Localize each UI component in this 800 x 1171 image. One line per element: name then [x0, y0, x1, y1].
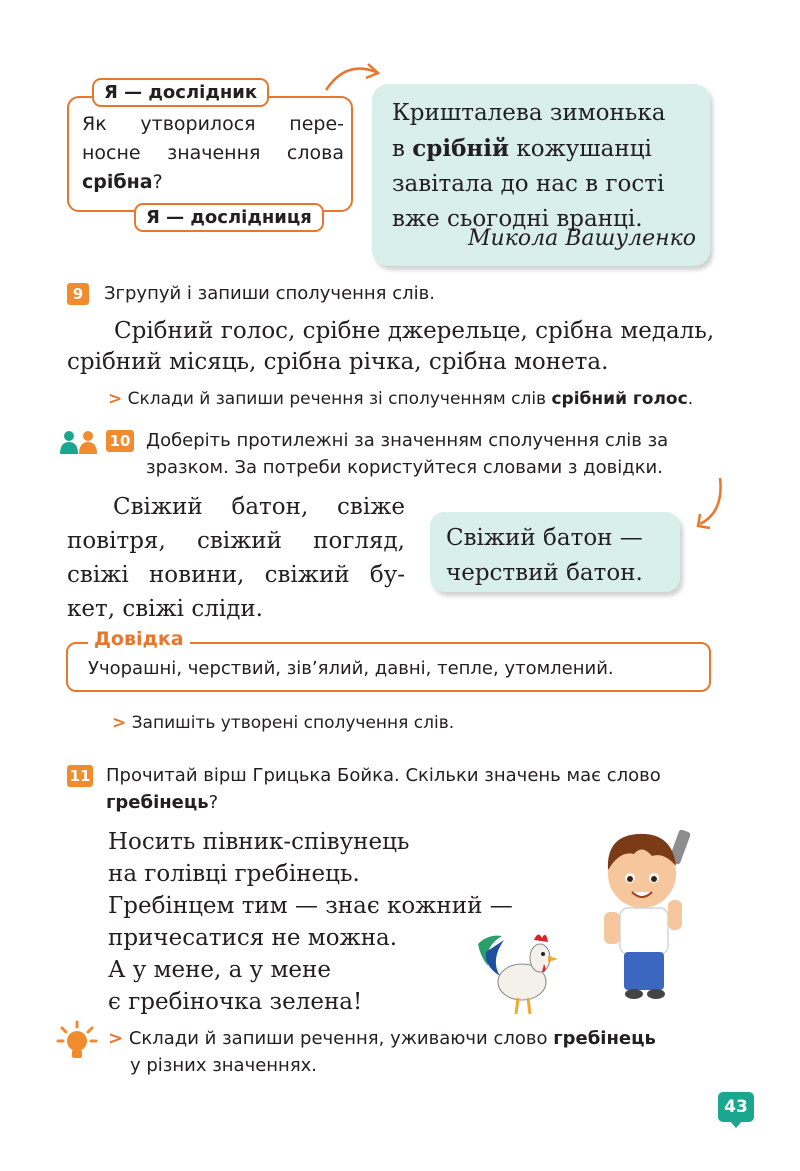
task-10-number: 10: [106, 430, 134, 452]
task-11-subtask: > Склади й запиши речення, уживаючи слово гребінець у різних значеннях.: [108, 1028, 656, 1076]
task-10-subtask: > Запишіть утворені сполучення слів.: [112, 713, 455, 733]
task-10-text: Свіжий батон, свіже повітря, свіжий погляд, свіжі новини, свіжий бу- кет, свіжі сліди.: [67, 494, 405, 622]
researcher-question: [82, 110, 344, 197]
quote-line1: Кришталева зимонька: [392, 100, 666, 126]
task-9-subtask: > Склади й запиши речення зі сполученням слів срібний голос.: [108, 389, 694, 409]
researcher-line3-end: ?: [152, 171, 163, 193]
poem-line: причесатися не можна.: [108, 925, 398, 951]
poem-line: є гребіночка зелена!: [108, 989, 363, 1015]
poem: [108, 826, 513, 1018]
rooster-illustration: [474, 926, 564, 1018]
poem-line: Гребінцем тим — знає кожний —: [108, 893, 513, 919]
quote-line4: вже сьогодні вранці.: [392, 206, 643, 232]
chevron-right-icon: >: [108, 389, 123, 409]
reference-text: Учорашні, черствий, зів’ялий, давні, тепле, утомлений.: [88, 658, 614, 679]
chevron-right-icon: >: [112, 713, 127, 733]
poem-line: А у мене, а у мене: [108, 957, 331, 983]
poem-line: Носить півник-співунець: [108, 829, 410, 855]
researcher-tag-male: Я — дослідник: [92, 78, 269, 107]
curved-arrow-down-icon: [692, 474, 728, 534]
example-text: Свіжий батон — черствий батон.: [446, 525, 643, 586]
task-11-number: 11: [67, 765, 93, 787]
task-11-instruction: Прочитай вірш Грицька Бойка. Скільки значень має слово гребінець?: [106, 765, 661, 813]
task-9-text-line1: Срібний голос, срібне джерельце, срібна медаль,: [114, 318, 715, 344]
reference-title: Довідка: [88, 628, 190, 650]
task-9-number: 9: [67, 283, 89, 305]
boy-illustration: [594, 826, 706, 1004]
quote-author: Микола Вашуленко: [468, 226, 696, 251]
researcher-line1: Як утворилося пере-: [82, 113, 344, 135]
chevron-right-icon: >: [108, 1028, 124, 1049]
poem-line: на голівці гребінець.: [108, 861, 360, 887]
page-number-tail: [730, 1121, 742, 1128]
quote-line3: завітала до нас в гості: [392, 171, 665, 197]
page-number: 43: [718, 1092, 754, 1122]
lightbulb-icon: [56, 1020, 98, 1062]
researcher-keyword: срібна: [82, 171, 153, 193]
quote-text: Кришталева зимонька в срібній кожушанці завітала до нас в гості вже сьогодні вранці.: [392, 96, 665, 237]
quote-keyword: срібній: [412, 135, 510, 162]
task-9-instruction: Згрупуй і запиши сполучення слів.: [104, 283, 435, 304]
researcher-line2: носне значення слова: [82, 142, 344, 164]
researcher-tag-female: Я — дослідниця: [134, 203, 324, 232]
pair-work-icon: [58, 430, 100, 454]
task-9-text-line2: срібний місяць, срібна річка, срібна монета.: [67, 349, 609, 375]
task-10-instruction: Доберіть протилежні за значенням сполучення слів за зразком. За потреби користуйтеся словами з довідки.: [146, 430, 669, 478]
